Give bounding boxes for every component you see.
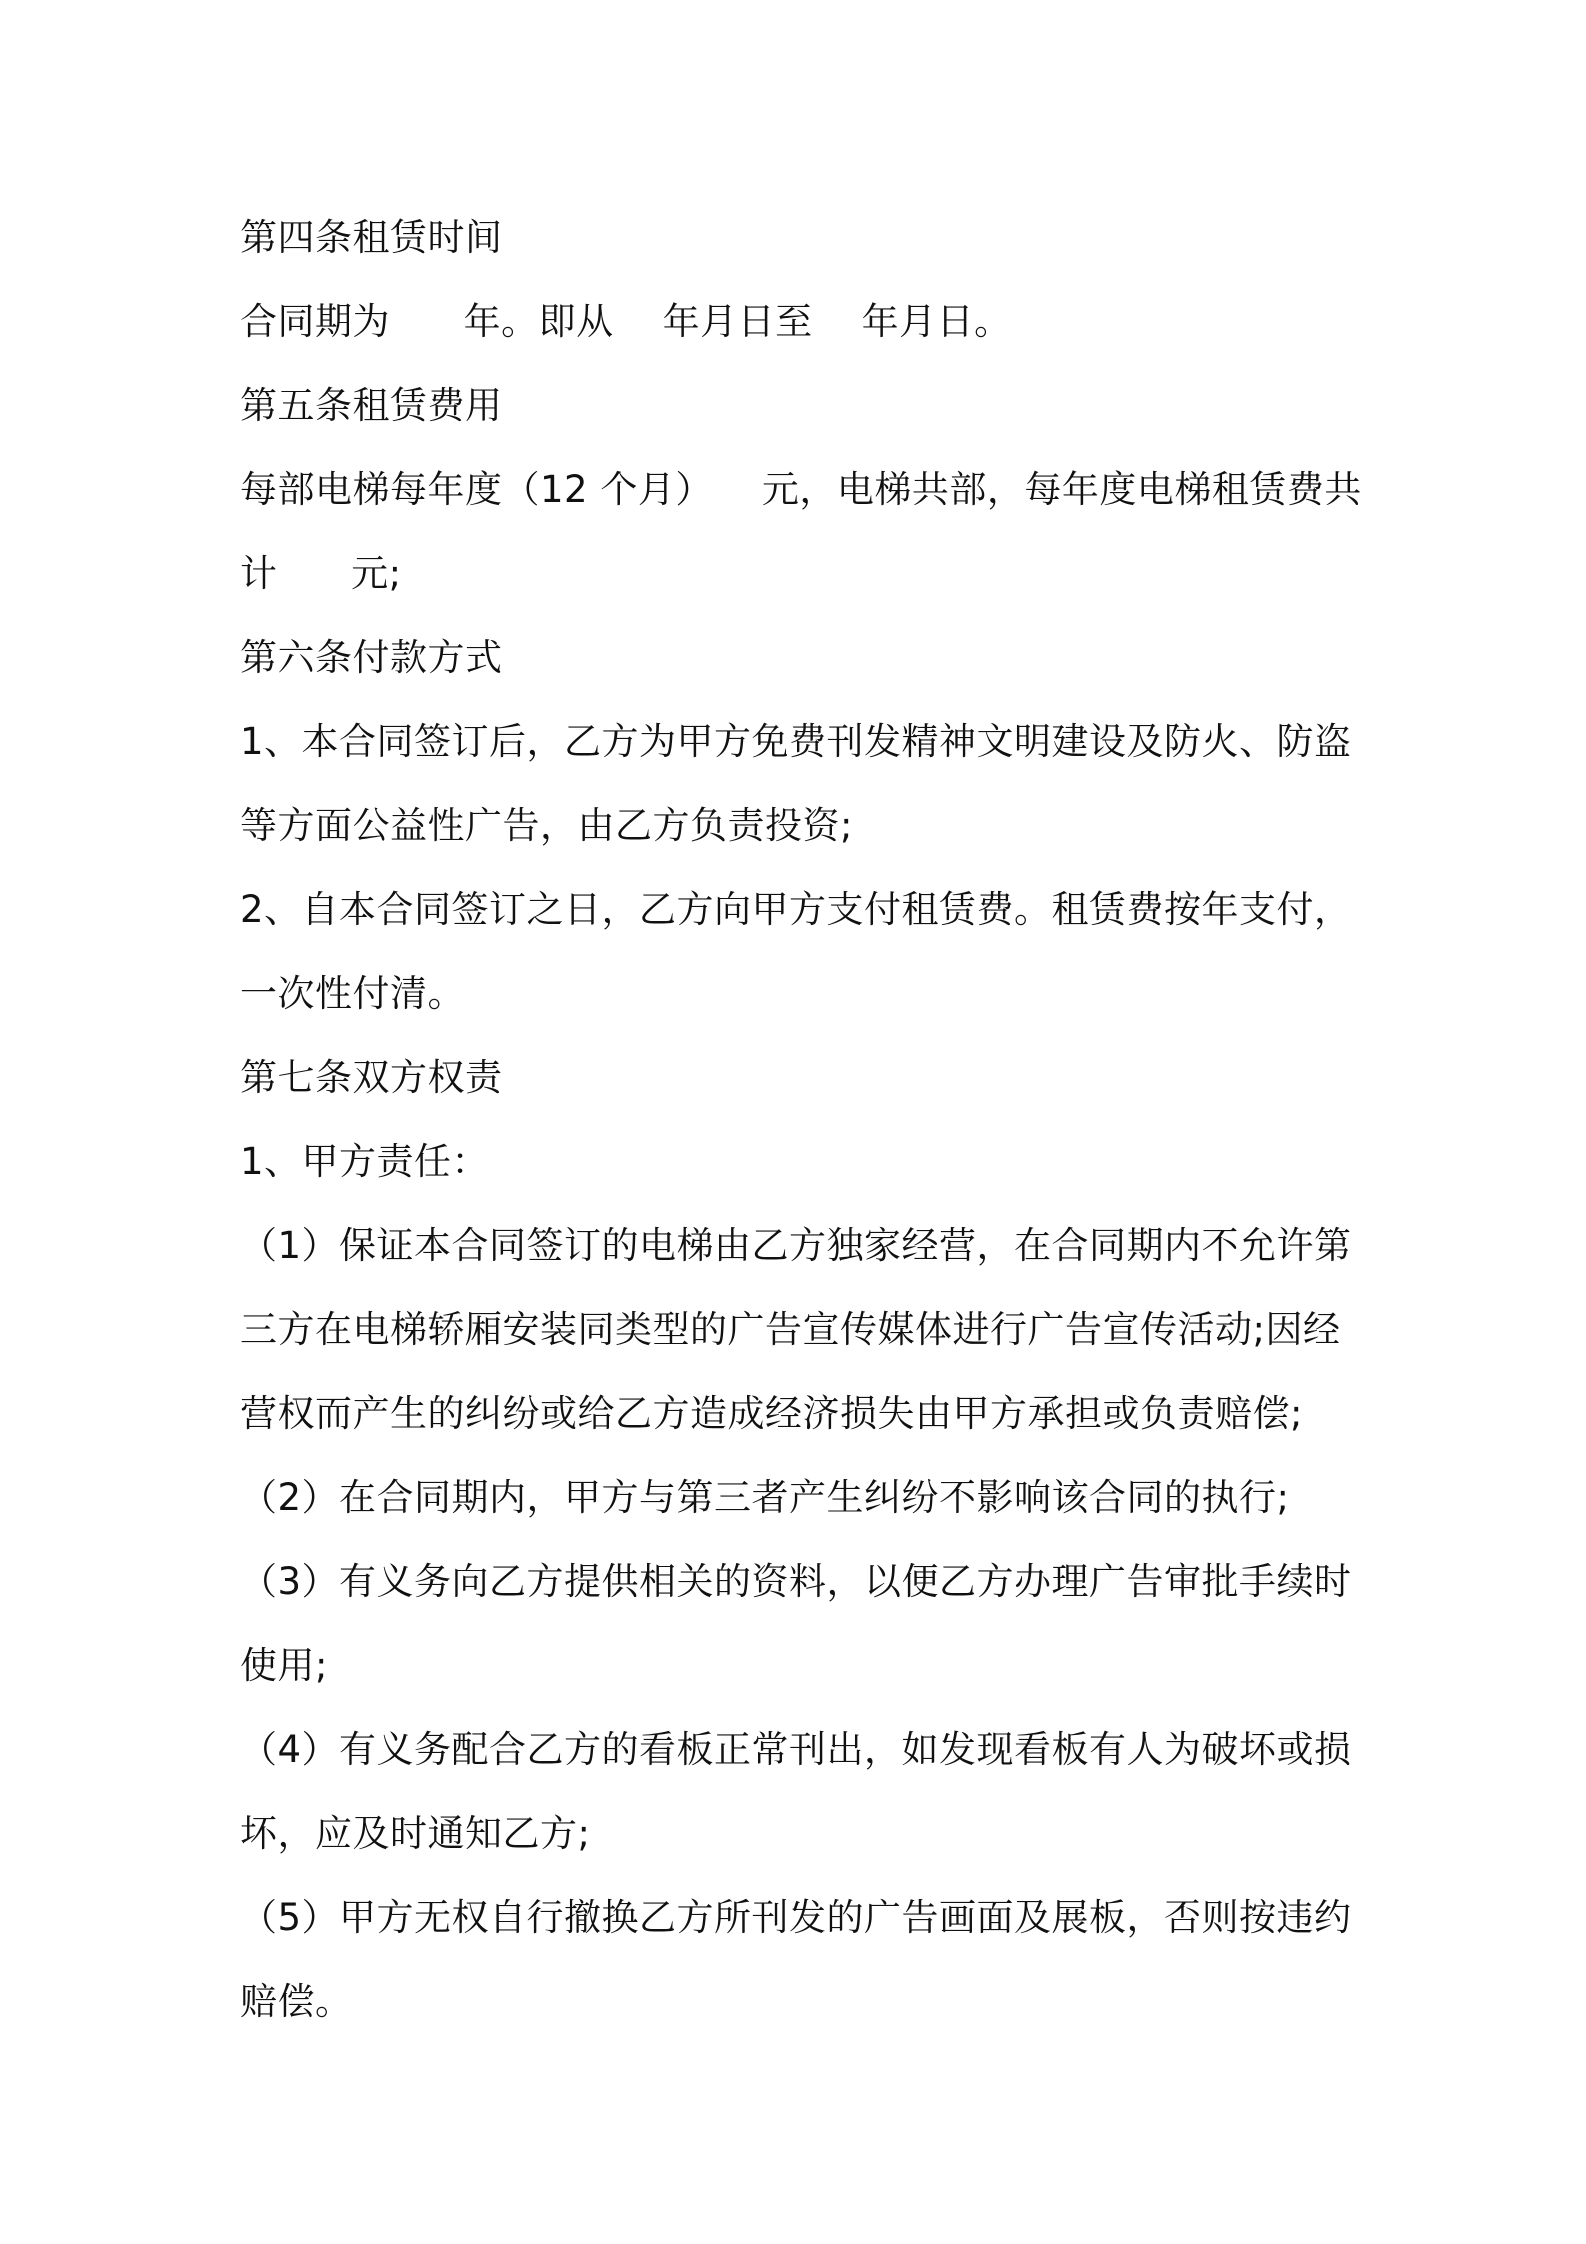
paragraph-line: 一次性付清。 — [240, 972, 465, 1015]
section-heading-rights: 第七条双方权责 — [240, 1056, 503, 1099]
document-body — [240, 196, 1360, 2044]
section-heading-lease-fee: 第五条租赁费用 — [240, 384, 503, 427]
paragraph-line: 等方面公益性广告，由乙方负责投资; — [240, 804, 853, 847]
paragraph-line: 1、甲方责任： — [240, 1140, 490, 1183]
paragraph-line: （5）甲方无权自行撤换乙方所刊发的广告画面及展板，否则按违约 — [240, 1896, 1352, 1939]
paragraph-line: 1、本合同签订后，乙方为甲方免费刊发精神文明建设及防火、防盗 — [240, 720, 1352, 763]
paragraph-line: 使用; — [240, 1644, 328, 1687]
paragraph-line: 每部电梯每年度（12 个月） 元，电梯共部，每年度电梯租赁费共 — [240, 468, 1362, 511]
paragraph-line: 营权而产生的纠纷或给乙方造成经济损失由甲方承担或负责赔偿; — [240, 1392, 1303, 1435]
section-heading-lease-term: 第四条租赁时间 — [240, 216, 503, 259]
paragraph-line: 2、自本合同签订之日，乙方向甲方支付租赁费。租赁费按年支付， — [240, 888, 1352, 931]
section-heading-payment: 第六条付款方式 — [240, 636, 503, 679]
paragraph-line: （4）有义务配合乙方的看板正常刊出，如发现看板有人为破坏或损 — [240, 1728, 1352, 1771]
paragraph-line: 坏，应及时通知乙方; — [240, 1812, 591, 1855]
paragraph-line: （2）在合同期内，甲方与第三者产生纠纷不影响该合同的执行; — [240, 1476, 1290, 1519]
paragraph-line: 三方在电梯轿厢安装同类型的广告宣传媒体进行广告宣传活动;因经 — [240, 1308, 1341, 1351]
paragraph-line: 赔偿。 — [240, 1980, 353, 2023]
paragraph-line: 合同期为 年。即从 年月日至 年月日。 — [240, 300, 1012, 343]
paragraph-line: 计 元; — [240, 552, 402, 595]
paragraph-line: （3）有义务向乙方提供相关的资料，以便乙方办理广告审批手续时 — [240, 1560, 1352, 1603]
paragraph-line: （1）保证本合同签订的电梯由乙方独家经营，在合同期内不允许第 — [240, 1224, 1352, 1267]
